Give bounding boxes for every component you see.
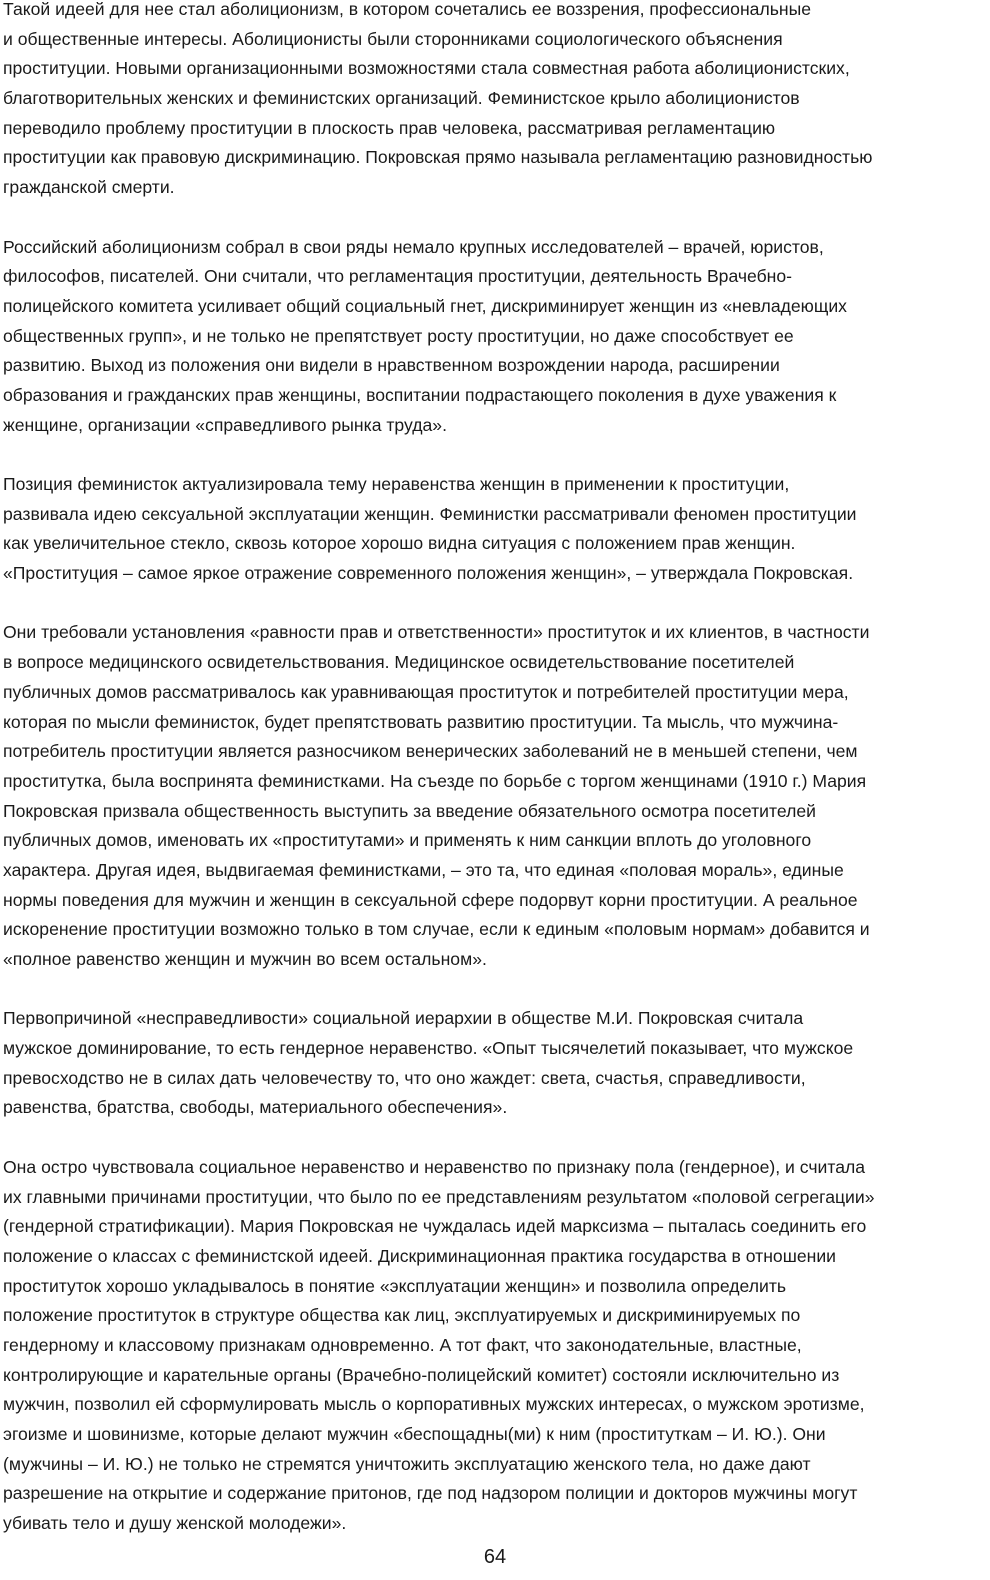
text-line: положение о классах с феминистской идеей. Дискриминационная практика государства в отношении	[3, 1245, 836, 1266]
paragraph-abolitionism-idea	[3, 0, 985, 203]
text-line: образования и гражданских прав женщины, воспитании подрастающего поколения в духе уважения к	[3, 384, 837, 405]
text-line: их главными причинами проституции, что было по ее представлениям результатом «половой сегрегации»	[3, 1186, 875, 1207]
text-line: Первопричиной «несправедливости» социальной иерархии в обществе М.И. Покровская считала	[3, 1008, 804, 1029]
text-line: полицейского комитета усиливает общий социальный гнет, дискриминирует женщин из «невладеющих	[3, 295, 847, 316]
text-line: в вопросе медицинского освидетельствования. Медицинское освидетельствование посетителей	[3, 652, 795, 673]
text-line: контролирующие и карательные органы (Врачебно-полицейский комитет) состояли исключительно из	[3, 1364, 840, 1385]
text-line: равенства, братства, свободы, материального обеспечения».	[3, 1097, 508, 1118]
text-line: переводило проблему проституции в плоскость прав человека, рассматривая регламентацию	[3, 117, 776, 138]
text-line: мужчин, позволил ей сформулировать мысль о корпоративных мужских интересах, о мужском эротизме,	[3, 1394, 865, 1415]
text-line: убивать тело и душу женской молодежи».	[3, 1513, 347, 1534]
text-line: философов, писателей. Они считали, что регламентация проституции, деятельность Врачебно-	[3, 266, 793, 287]
text-line: (мужчины – И. Ю.) не только не стремятся уничтожить эксплуатацию женского тела, но даже дают	[3, 1453, 811, 1474]
text-line: проституции. Новыми организационными возможностями стала совместная работа аболиционистских,	[3, 58, 850, 79]
text-line: положение проституток в структуре общества как лиц, эксплуатируемых и дискриминируемых по	[3, 1305, 801, 1326]
text-line: характера. Другая идея, выдвигаемая феминистками, – это та, что единая «половая мораль», единые	[3, 859, 844, 880]
text-line: потребитель проституции является разносчиком венерических заболеваний не в меньшей степени, чем	[3, 741, 858, 762]
paragraph-feminist-position	[3, 470, 985, 589]
text-line: которая по мысли феминисток, будет препятствовать развитию проституции. Та мысль, что мужчина-	[3, 711, 839, 732]
text-line: Покровская призвала общественность выступить за введение обязательного осмотра посетителей	[3, 800, 816, 821]
text-line: общественных групп», и не только не препятствует росту проституции, но даже способствует ее	[3, 325, 794, 346]
text-line: гендерному и классовому признакам одновременно. А тот факт, что законодательные, властные,	[3, 1334, 802, 1355]
text-line: мужское доминирование, то есть гендерное неравенство. «Опыт тысячелетий показывает, что мужское	[3, 1038, 854, 1059]
text-line: проституток хорошо укладывалось в понятие «эксплуатации женщин» и позволила определить	[3, 1275, 787, 1296]
text-line: благотворительных женских и феминистских организаций. Феминистское крыло аболиционистов	[3, 88, 800, 109]
paragraph-social-inequality	[3, 1153, 985, 1539]
text-line: проститутка, была воспринята феминистками. На съезде по борьбе с торгом женщинами (1910 г.) Мария	[3, 770, 867, 791]
paragraph-male-domination	[3, 1004, 985, 1123]
text-line: Они требовали установления «равности прав и ответственности» проституток и их клиентов, в частности	[3, 622, 870, 643]
document-body	[3, 0, 985, 1568]
text-line: проституции как правовую дискриминацию. Покровская прямо называла регламентацию разновидностью	[3, 147, 873, 168]
text-line: и общественные интересы. Аболиционисты были сторонниками социологического объяснения	[3, 28, 783, 49]
text-line: женщине, организации «справедливого рынка труда».	[3, 414, 447, 435]
text-line: как увеличительное стекло, сквозь которое хорошо видна ситуация с положением прав женщин.	[3, 533, 796, 554]
text-line: Российский аболиционизм собрал в свои ряды немало крупных исследователей – врачей, юристов,	[3, 236, 824, 257]
text-line: публичных домов, именовать их «проститутами» и применять к ним санкции вплоть до уголовного	[3, 830, 812, 851]
text-line: разрешение на открытие и содержание притонов, где под надзором полиции и докторов мужчины могут	[3, 1483, 858, 1504]
text-line: публичных домов рассматривалось как уравнивающая проституток и потребителей проституции мера,	[3, 681, 849, 702]
paragraph-russian-abolitionism	[3, 233, 985, 441]
text-line: эгоизме и шовинизме, которые делают мужчин «беспощадны(ми) к ним (проституткам – И. Ю.). Они	[3, 1424, 826, 1444]
text-line: превосходство не в силах дать человечеству то, что оно жаждет: света, счастья, справедливости,	[3, 1067, 806, 1088]
text-line: искоренение проституции возможно только в том случае, если к единым «половым нормам» добавится и	[3, 919, 870, 940]
text-line: гражданской смерти.	[3, 177, 175, 198]
text-line: развивала идею сексуальной эксплуатации женщин. Феминистки рассматривали феномен проституции	[3, 503, 857, 524]
text-line: «Проституция – самое яркое отражение современного положения женщин», – утверждала Покровская.	[3, 563, 854, 584]
page-number: 64	[483, 1546, 507, 1568]
text-line: Позиция феминисток актуализировала тему неравенства женщин в применении к проституции,	[3, 474, 790, 494]
text-line: (гендерной стратификации). Мария Покровская не чуждалась идей марксизма – пыталась соединить его	[3, 1216, 867, 1237]
text-line: Такой идеей для нее стал аболиционизм, в котором сочетались ее воззрения, профессиональные	[3, 0, 812, 19]
text-line: развитию. Выход из положения они видели в нравственном возрождении народа, расширении	[3, 355, 780, 376]
text-line: «полное равенство женщин и мужчин во всем остальном».	[3, 949, 487, 969]
paragraph-equal-rights	[3, 618, 985, 974]
text-line: Она остро чувствовала социальное неравенство и неравенство по признаку пола (гендерное), и считала	[3, 1156, 866, 1177]
text-line: нормы поведения для мужчин и женщин в сексуальной сфере подорвут корни проституции. А реальное	[3, 889, 858, 910]
